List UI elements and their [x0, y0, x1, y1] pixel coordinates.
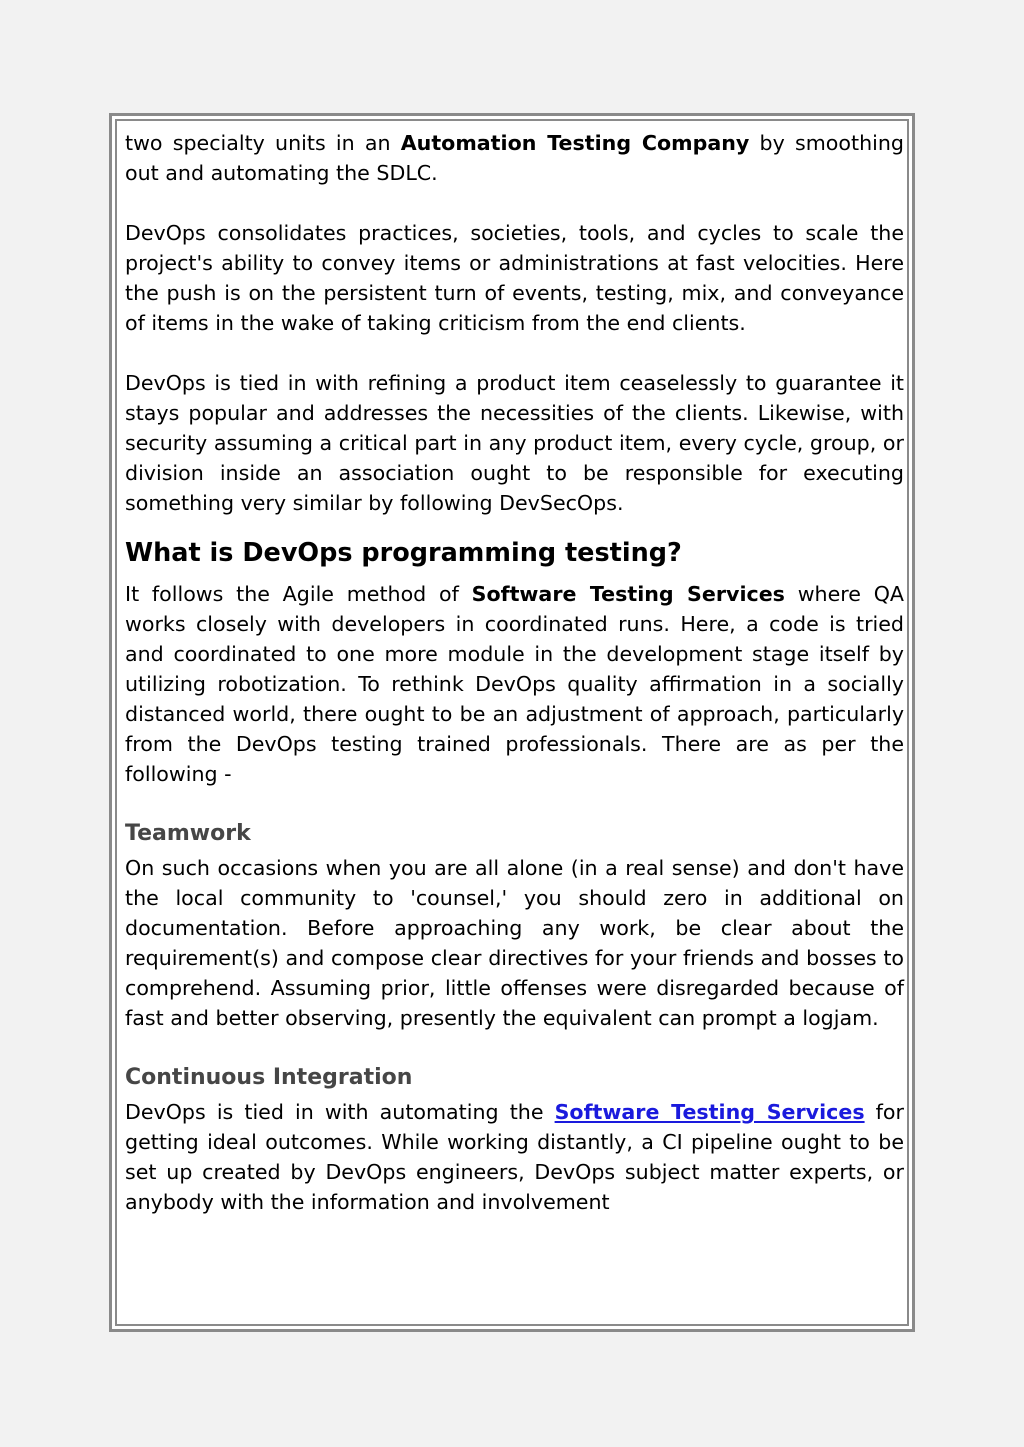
heading-devops-testing: What is DevOps programming testing?: [125, 538, 682, 568]
document-content: [125, 128, 904, 1217]
heading-continuous-integration: Continuous Integration: [125, 1065, 413, 1090]
software-testing-services-link[interactable]: Software Testing Services: [554, 1100, 865, 1124]
paragraph-teamwork: On such occasions when you are all alone (in a real sense) and don't have the local community to 'counsel,' you should zero in additional on documentation. Before approaching any work, be clear about the requirement(s) and compose clear directives for your friends and bosses to comprehend. Assuming prior, little offenses were disregarded because of fast and better observing, presently the equivalent can prompt a logjam.: [125, 856, 904, 1030]
document-page: [109, 113, 915, 1332]
bold-software-testing-services: Software Testing Services: [471, 582, 785, 606]
page-inner-border: [115, 119, 909, 1326]
heading-teamwork: Teamwork: [125, 821, 251, 846]
paragraph-agile-method: It follows the Agile method of Software Testing Services where QA works closely with developers in coordinated runs. Here, a code is tried and coordinated to one more module in the development stage itself by utilizing robotization. To rethink DevOps quality affirmation in a socially distanced world, there ought to be an adjustment of approach, particularly from the DevOps testing trained professionals. There are as per the following -: [125, 582, 905, 786]
paragraph-continuous-integration: DevOps is tied in with automating the Software Testing Services for getting ideal outcomes. While working distantly, a CI pipeline ought to be set up created by DevOps engineers, DevOps subject matter experts, or anybody with the information and involvement: [125, 1100, 904, 1214]
bold-automation-testing-company: Automation Testing Company: [400, 131, 750, 155]
paragraph-automation-company: two specialty units in an Automation Testing Company by smoothing out and automating the SDLC.: [125, 131, 904, 185]
paragraph-devops-consolidates: DevOps consolidates practices, societies, tools, and cycles to scale the project's ability to convey items or administrations at fast velocities. Here the push is on the persistent turn of events, testing, mix, and conveyance of items in the wake of taking criticism from the end clients.: [125, 221, 904, 335]
paragraph-devops-refining: DevOps is tied in with refining a product item ceaselessly to guarantee it stays popular and addresses the necessities of the clients. Likewise, with security assuming a critical part in any product item, every cycle, group, or division inside an association ought to be responsible for executing something very similar by following DevSecOps.: [125, 371, 904, 515]
